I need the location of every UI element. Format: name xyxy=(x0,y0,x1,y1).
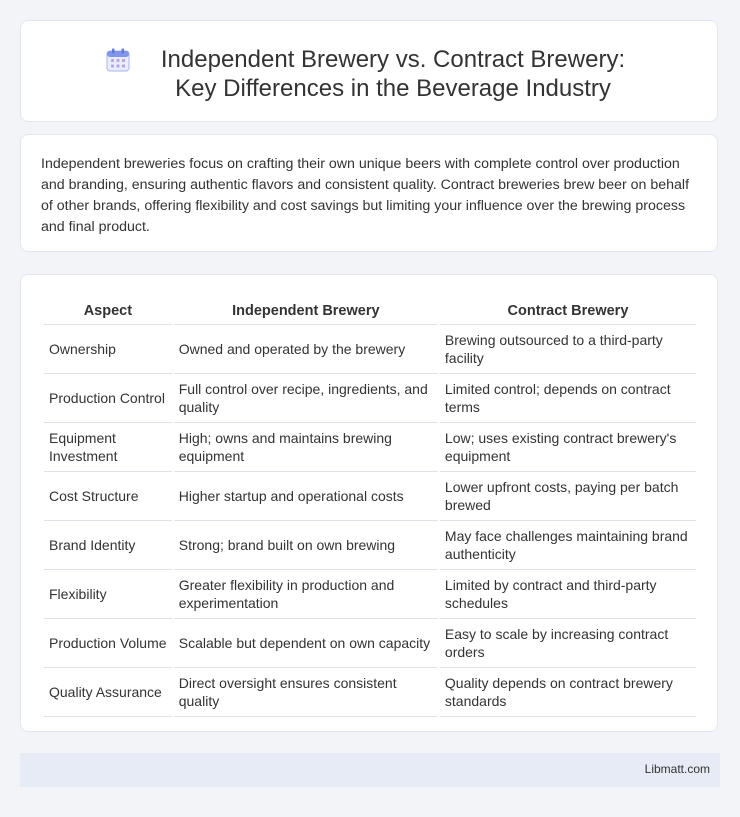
intro-text: Independent breweries focus on crafting their own unique beers with complete control over production and branding, ensuring authentic flavors and consistent quality. Contract breweries brew beer on behalf of other brands, offering flexibility and cost savings but limiting your influence over the brewing process and final product. xyxy=(41,156,690,235)
contract-cell: Limited control; depends on contract terms xyxy=(440,374,696,423)
intro-card xyxy=(20,134,718,252)
table-row xyxy=(44,374,696,423)
comparison-table xyxy=(42,294,698,717)
contract-cell: Limited by contract and third-party schedules xyxy=(440,570,696,619)
contract-cell: Lower upfront costs, paying per batch brewed xyxy=(440,472,696,521)
aspect-cell: Production Volume xyxy=(44,619,172,668)
header-card xyxy=(20,20,718,122)
table-row xyxy=(44,521,696,570)
column-header-contract: Contract Brewery xyxy=(440,294,696,325)
contract-cell: May face challenges maintaining brand authenticity xyxy=(440,521,696,570)
independent-cell: Strong; brand built on own brewing xyxy=(174,521,438,570)
table-row xyxy=(44,423,696,472)
footer-site-link[interactable]: Libmatt.com xyxy=(644,762,710,776)
table-row xyxy=(44,570,696,619)
table-row xyxy=(44,668,696,717)
aspect-cell: Brand Identity xyxy=(44,521,172,570)
contract-cell: Easy to scale by increasing contract orders xyxy=(440,619,696,668)
aspect-cell: Flexibility xyxy=(44,570,172,619)
independent-cell: Owned and operated by the brewery xyxy=(174,325,438,374)
contract-cell: Quality depends on contract brewery standards xyxy=(440,668,696,717)
table-row xyxy=(44,325,696,374)
aspect-cell: Quality Assurance xyxy=(44,668,172,717)
table-row xyxy=(44,472,696,521)
aspect-cell: Ownership xyxy=(44,325,172,374)
independent-cell: Higher startup and operational costs xyxy=(174,472,438,521)
contract-cell: Low; uses existing contract brewery's equipment xyxy=(440,423,696,472)
aspect-cell: Production Control xyxy=(44,374,172,423)
page-title: Independent Brewery vs. Contract Brewery: Key Differences in the Beverage Industry xyxy=(160,46,626,102)
independent-cell: Direct oversight ensures consistent quality xyxy=(174,668,438,717)
contract-cell: Brewing outsourced to a third-party facility xyxy=(440,325,696,374)
independent-cell: High; owns and maintains brewing equipment xyxy=(174,423,438,472)
independent-cell: Full control over recipe, ingredients, and quality xyxy=(174,374,438,423)
table-row xyxy=(44,619,696,668)
comparison-card xyxy=(20,274,718,732)
calendar-icon xyxy=(105,47,131,73)
column-header-independent: Independent Brewery xyxy=(174,294,438,325)
independent-cell: Greater flexibility in production and experimentation xyxy=(174,570,438,619)
aspect-cell: Equipment Investment xyxy=(44,423,172,472)
table-header-row xyxy=(44,294,696,325)
footer xyxy=(20,753,720,787)
aspect-cell: Cost Structure xyxy=(44,472,172,521)
independent-cell: Scalable but dependent on own capacity xyxy=(174,619,438,668)
column-header-aspect: Aspect xyxy=(44,294,172,325)
